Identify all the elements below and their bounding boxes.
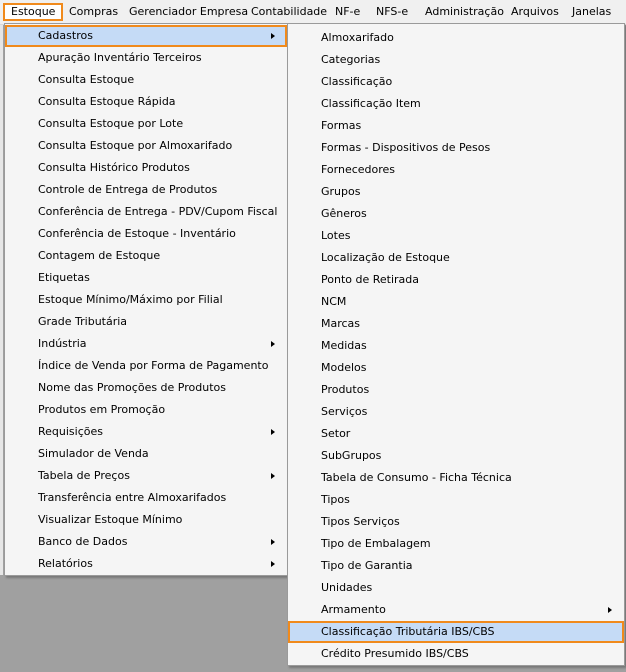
submenu-arrow-icon [271, 561, 275, 567]
estoque-menu-item-label: Visualizar Estoque Mínimo [38, 513, 183, 526]
cadastros-menu-item-label: Produtos [321, 383, 370, 396]
cadastros-menu-item-lotes[interactable] [288, 225, 624, 247]
cadastros-menu-item-label: Setor [321, 427, 351, 440]
estoque-menu-item-label: Consulta Estoque por Almoxarifado [38, 139, 233, 152]
submenu-arrow-icon [271, 539, 275, 545]
menubar-item-janelas[interactable]: Janelas [572, 5, 612, 18]
estoque-menu-item-label: Índice de Venda por Forma de Pagamento [38, 359, 269, 372]
cadastros-menu-item-label: Tabela de Consumo - Ficha Técnica [321, 471, 512, 484]
cadastros-menu-item-tipos-servicos[interactable] [288, 511, 624, 533]
submenu-arrow-icon [608, 607, 612, 613]
cadastros-menu-item-label: Almoxarifado [321, 31, 394, 44]
cadastros-menu-item-label: Medidas [321, 339, 367, 352]
cadastros-menu-item-modelos[interactable] [288, 357, 624, 379]
estoque-menu-item-nome-das-promocoes-de-produtos[interactable] [5, 377, 287, 399]
estoque-menu-item-label: Simulador de Venda [38, 447, 149, 460]
cadastros-menu-item-label: Crédito Presumido IBS/CBS [321, 647, 469, 660]
cadastros-menu-item-label: Ponto de Retirada [321, 273, 420, 286]
estoque-menu-item-label: Relatórios [38, 557, 93, 570]
cadastros-menu-item-label: Lotes [321, 229, 351, 242]
cadastros-menu-item-formas-dispositivos-de-pesos[interactable] [288, 137, 624, 159]
estoque-menu-item-contagem-de-estoque[interactable] [5, 245, 287, 267]
cadastros-menu-item-label: Categorias [321, 53, 381, 66]
menubar-item-arquivos[interactable]: Arquivos [511, 5, 559, 18]
estoque-menu-item-label: Conferência de Estoque - Inventário [38, 227, 236, 240]
estoque-menu-item-label: Transferência entre Almoxarifados [38, 491, 227, 504]
estoque-menu-item-label: Requisições [38, 425, 103, 438]
estoque-menu-item-consulta-estoque-por-lote[interactable] [5, 113, 287, 135]
estoque-menu-item-label: Consulta Histórico Produtos [38, 161, 190, 174]
cadastros-menu-item-subgrupos[interactable] [288, 445, 624, 467]
menu-bar [0, 0, 626, 25]
estoque-dropdown-menu [4, 23, 288, 576]
menubar-item-compras[interactable]: Compras [69, 5, 119, 18]
submenu-arrow-icon [271, 429, 275, 435]
estoque-menu-item-label: Grade Tributária [38, 315, 128, 328]
estoque-menu-item-label: Tabela de Preços [38, 469, 130, 482]
cadastros-menu-item-categorias[interactable] [288, 49, 624, 71]
cadastros-menu-item-label: Formas [321, 119, 362, 132]
cadastros-menu-item-tipos[interactable] [288, 489, 624, 511]
cadastros-menu-item-label: Grupos [321, 185, 361, 198]
estoque-menu-item-label: Contagem de Estoque [38, 249, 161, 262]
estoque-menu-item-label: Banco de Dados [38, 535, 128, 548]
cadastros-menu-item-label: Tipos [321, 493, 350, 506]
cadastros-menu-item-unidades[interactable] [288, 577, 624, 599]
cadastros-menu-item-produtos[interactable] [288, 379, 624, 401]
estoque-menu-item-label: Indústria [38, 337, 87, 350]
cadastros-menu-item-label: NCM [321, 295, 347, 308]
cadastros-menu-item-label: Modelos [321, 361, 367, 374]
cadastros-menu-item-label: Localização de Estoque [321, 251, 450, 264]
cadastros-menu-item-label: Classificação Tributária IBS/CBS [321, 625, 495, 638]
estoque-menu-item-etiquetas[interactable] [5, 267, 287, 289]
menubar-item-gerenciador-empresa[interactable]: Gerenciador Empresa [129, 5, 249, 18]
cadastros-menu-item-label: Classificação Item [321, 97, 421, 110]
cadastros-menu-item-medidas[interactable] [288, 335, 624, 357]
estoque-menu-item-simulador-de-venda[interactable] [5, 443, 287, 465]
cadastros-menu-item-label: Serviços [321, 405, 368, 418]
cadastros-menu-item-label: Gêneros [321, 207, 367, 220]
cadastros-menu-item-localizacao-de-estoque[interactable] [288, 247, 624, 269]
cadastros-menu-item-ponto-de-retirada[interactable] [288, 269, 624, 291]
estoque-menu-item-visualizar-estoque-minimo[interactable] [5, 509, 287, 531]
estoque-menu-item-apuracao-inventario-terceiros[interactable] [5, 47, 287, 69]
menubar-item-nf-e[interactable]: NF-e [335, 5, 361, 18]
menubar-item-contabilidade[interactable]: Contabilidade [251, 5, 328, 18]
cadastros-menu-item-servicos[interactable] [288, 401, 624, 423]
cadastros-menu-item-classificacao-tributaria-ibs-cbs[interactable] [288, 621, 624, 643]
estoque-menu-item-consulta-historico-produtos[interactable] [5, 157, 287, 179]
estoque-menu-item-controle-de-entrega-de-produtos[interactable] [5, 179, 287, 201]
menubar-item-estoque[interactable]: Estoque [3, 3, 63, 21]
submenu-arrow-icon [271, 33, 275, 39]
estoque-menu-item-label: Controle de Entrega de Produtos [38, 183, 218, 196]
cadastros-menu-item-label: Armamento [321, 603, 386, 616]
estoque-menu-item-cadastros[interactable] [5, 25, 287, 47]
cadastros-menu-item-generos[interactable] [288, 203, 624, 225]
cadastros-menu-item-armamento[interactable] [288, 599, 624, 621]
menubar-item-nfs-e[interactable]: NFS-e [376, 5, 409, 18]
submenu-arrow-icon [271, 473, 275, 479]
estoque-menu-item-produtos-em-promocao[interactable] [5, 399, 287, 421]
estoque-menu-item-label: Conferência de Entrega - PDV/Cupom Fiscal [38, 205, 278, 218]
estoque-menu-item-banco-de-dados[interactable] [5, 531, 287, 553]
cadastros-menu-item-label: Tipos Serviços [321, 515, 400, 528]
cadastros-menu-item-ncm[interactable] [288, 291, 624, 313]
cadastros-menu-item-label: Fornecedores [321, 163, 396, 176]
estoque-menu-item-label: Estoque Mínimo/Máximo por Filial [38, 293, 223, 306]
cadastros-menu-item-tabela-de-consumo-ficha-tecnica[interactable] [288, 467, 624, 489]
estoque-menu-item-industria[interactable] [5, 333, 287, 355]
estoque-menu-item-label: Apuração Inventário Terceiros [38, 51, 202, 64]
cadastros-menu-item-grupos[interactable] [288, 181, 624, 203]
estoque-menu-item-estoque-minimo-maximo-por-filial[interactable] [5, 289, 287, 311]
estoque-menu-item-transferencia-entre-almoxarifados[interactable] [5, 487, 287, 509]
estoque-menu-item-indice-de-venda-por-forma-de-pagamento[interactable] [5, 355, 287, 377]
cadastros-menu-item-label: Tipo de Embalagem [321, 537, 431, 550]
cadastros-menu-item-label: Formas - Dispositivos de Pesos [321, 141, 491, 154]
window-edge [0, 25, 3, 575]
estoque-menu-item-label: Consulta Estoque [38, 73, 135, 86]
cadastros-menu-item-label: Classificação [321, 75, 393, 88]
estoque-menu-item-consulta-estoque-por-almoxarifado[interactable] [5, 135, 287, 157]
cadastros-menu-item-setor[interactable] [288, 423, 624, 445]
cadastros-menu-item-classificacao[interactable] [288, 71, 624, 93]
estoque-menu-item-grade-tributaria[interactable] [5, 311, 287, 333]
estoque-menu-item-label: Consulta Estoque por Lote [38, 117, 184, 130]
estoque-menu-item-requisicoes[interactable] [5, 421, 287, 443]
cadastros-menu-item-tipo-de-embalagem[interactable] [288, 533, 624, 555]
cadastros-menu-item-almoxarifado[interactable] [288, 27, 624, 49]
estoque-menu-item-relatorios[interactable] [5, 553, 287, 575]
estoque-menu-item-label: Cadastros [38, 29, 93, 42]
estoque-menu-item-label: Produtos em Promoção [38, 403, 166, 416]
estoque-menu-item-consulta-estoque-rapida[interactable] [5, 91, 287, 113]
cadastros-menu-item-label: Unidades [321, 581, 373, 594]
cadastros-menu-item-marcas[interactable] [288, 313, 624, 335]
estoque-menu-item-label: Consulta Estoque Rápida [38, 95, 176, 108]
cadastros-menu-item-label: SubGrupos [321, 449, 382, 462]
estoque-menu-item-tabela-de-precos[interactable] [5, 465, 287, 487]
cadastros-menu-item-fornecedores[interactable] [288, 159, 624, 181]
cadastros-menu-item-tipo-de-garantia[interactable] [288, 555, 624, 577]
estoque-menu-item-consulta-estoque[interactable] [5, 69, 287, 91]
cadastros-menu-item-credito-presumido-ibs-cbs[interactable] [288, 643, 624, 665]
cadastros-menu-item-label: Marcas [321, 317, 361, 330]
estoque-menu-item-conferencia-de-entrega-pdv-cupom-fiscal[interactable] [5, 201, 287, 223]
estoque-menu-item-label: Etiquetas [38, 271, 90, 284]
cadastros-menu-item-formas[interactable] [288, 115, 624, 137]
menubar-item-administracao[interactable]: Administração [425, 5, 504, 18]
submenu-arrow-icon [271, 341, 275, 347]
cadastros-menu-item-classificacao-item[interactable] [288, 93, 624, 115]
estoque-menu-item-label: Nome das Promoções de Produtos [38, 381, 226, 394]
cadastros-menu-item-label: Tipo de Garantia [321, 559, 413, 572]
cadastros-submenu [287, 23, 625, 666]
estoque-menu-item-conferencia-de-estoque-inventario[interactable] [5, 223, 287, 245]
